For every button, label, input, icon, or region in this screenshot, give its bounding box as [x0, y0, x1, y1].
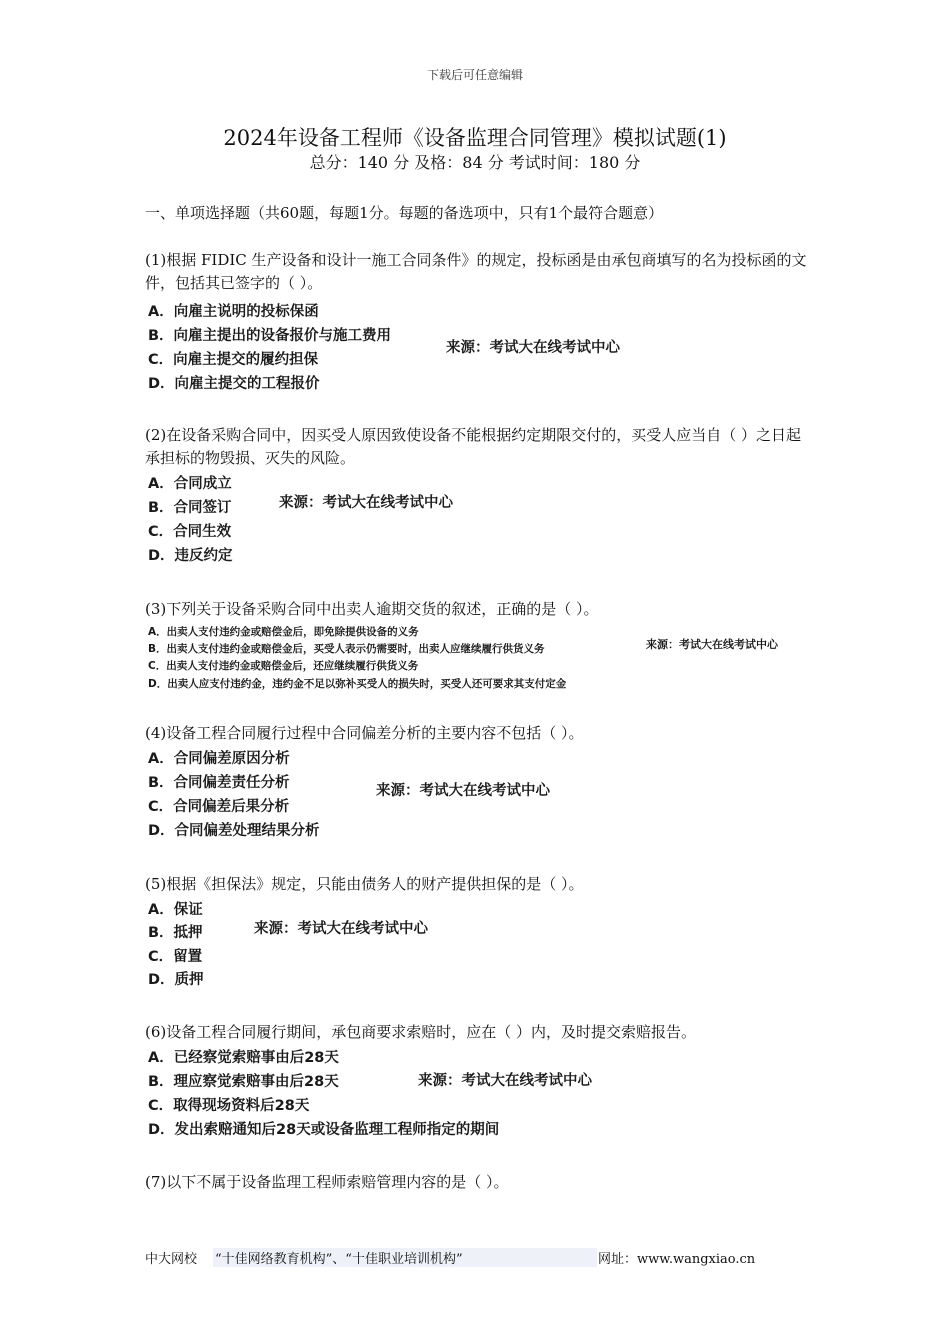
question-6-source: 来源：考试大在线考试中心: [418, 1073, 592, 1089]
question-2-option-a: A．合同成立: [148, 476, 232, 492]
question-5-option-a: A．保证: [148, 902, 203, 918]
question-3-option-d: D．出卖人应支付违约金，违约金不足以弥补买受人的损失时，买受人还可要求其支付定金: [148, 678, 567, 690]
footer-brand: 中大网校: [145, 1252, 198, 1267]
question-6-option-c: C．取得现场资料后28天: [148, 1098, 310, 1114]
question-2-source: 来源：考试大在线考试中心: [279, 495, 453, 511]
question-6-option-d: D．发出索赔通知后28天或设备监理工程师指定的期间: [148, 1122, 500, 1138]
question-2-stem: (2)在设备采购合同中，因买受人原因致使设备不能根据约定期限交付的，买受人应当自（ ）之日起承担标的物毁损、灭失的风险。: [145, 426, 802, 467]
question-5-option-b: B．抵押: [148, 925, 203, 941]
question-3-source: 来源：考试大在线考试中心: [646, 638, 778, 651]
question-3-option-a: A．出卖人支付违约金或赔偿金后，即免除提供设备的义务: [148, 626, 419, 638]
question-7-stem: (7)以下不属于设备监理工程师索赔管理内容的是（ ）。: [145, 1173, 509, 1191]
question-4-option-b: B．合同偏差责任分析: [148, 775, 290, 791]
question-2-option-d: D．违反约定: [148, 548, 233, 564]
question-2-option-b: B．合同签订: [148, 500, 232, 516]
question-6-stem: (6)设备工程合同履行期间，承包商要求索赔时，应在（ ）内，及时提交索赔报告。: [145, 1023, 697, 1041]
question-1-source: 来源：考试大在线考试中心: [446, 340, 620, 356]
question-5-source: 来源：考试大在线考试中心: [254, 921, 428, 937]
question-1-option-d: D．向雇主提交的工程报价: [148, 376, 320, 392]
question-5-option-c: C．留置: [148, 949, 203, 965]
question-4-source: 来源：考试大在线考试中心: [376, 783, 550, 799]
question-1-option-c: C．向雇主提交的履约担保: [148, 352, 319, 368]
question-6-option-b: B．理应察觉索赔事由后28天: [148, 1074, 339, 1090]
question-6-option-a: A．已经察觉索赔事由后28天: [148, 1050, 339, 1066]
question-4-option-a: A．合同偏差原因分析: [148, 751, 290, 767]
question-5-option-d: D．质押: [148, 972, 204, 988]
question-3-stem: (3)下列关于设备采购合同中出卖人逾期交货的叙述，正确的是（ ）。: [145, 600, 599, 618]
section-heading: 一、单项选择题（共60题，每题1分。每题的备选项中，只有1个最符合题意）: [145, 204, 664, 222]
question-3-option-b: B．出卖人支付违约金或赔偿金后，买受人表示仍需要时，出卖人应继续履行供货义务: [148, 643, 545, 655]
header-note: 下载后可任意编辑: [426, 68, 523, 82]
question-1-option-b: B．向雇主提出的设备报价与施工费用: [148, 328, 392, 344]
footer: [0, 1248, 950, 1268]
question-4-stem: (4)设备工程合同履行过程中合同偏差分析的主要内容不包括（ ）。: [145, 724, 584, 742]
question-3-option-c: C．出卖人支付违约金或赔偿金后，还应继续履行供货义务: [148, 660, 419, 672]
footer-website-link[interactable]: 网址：www.wangxiao.cn: [598, 1252, 756, 1267]
question-2-option-c: C．合同生效: [148, 524, 232, 540]
footer-slogan: “十佳网络教育机构”、“十佳职业培训机构”: [213, 1248, 597, 1267]
question-5-stem: (5)根据《担保法》规定，只能由债务人的财产提供担保的是（ ）。: [145, 875, 584, 893]
question-1-stem: (1)根据 FIDIC 生产设备和设计一施工合同条件》的规定，投标函是由承包商填写的名为投标函的文件，包括其已签字的（ ）。: [145, 251, 807, 292]
score-line: 总分：140 分 及格：84 分 考试时间：180 分: [309, 153, 641, 172]
question-1-option-a: A．向雇主说明的投标保函: [148, 304, 319, 320]
question-4-option-d: D．合同偏差处理结果分析: [148, 823, 320, 839]
question-4-option-c: C．合同偏差后果分析: [148, 799, 290, 815]
page-title: 2024年设备工程师《设备监理合同管理》模拟试题(1): [223, 126, 727, 150]
